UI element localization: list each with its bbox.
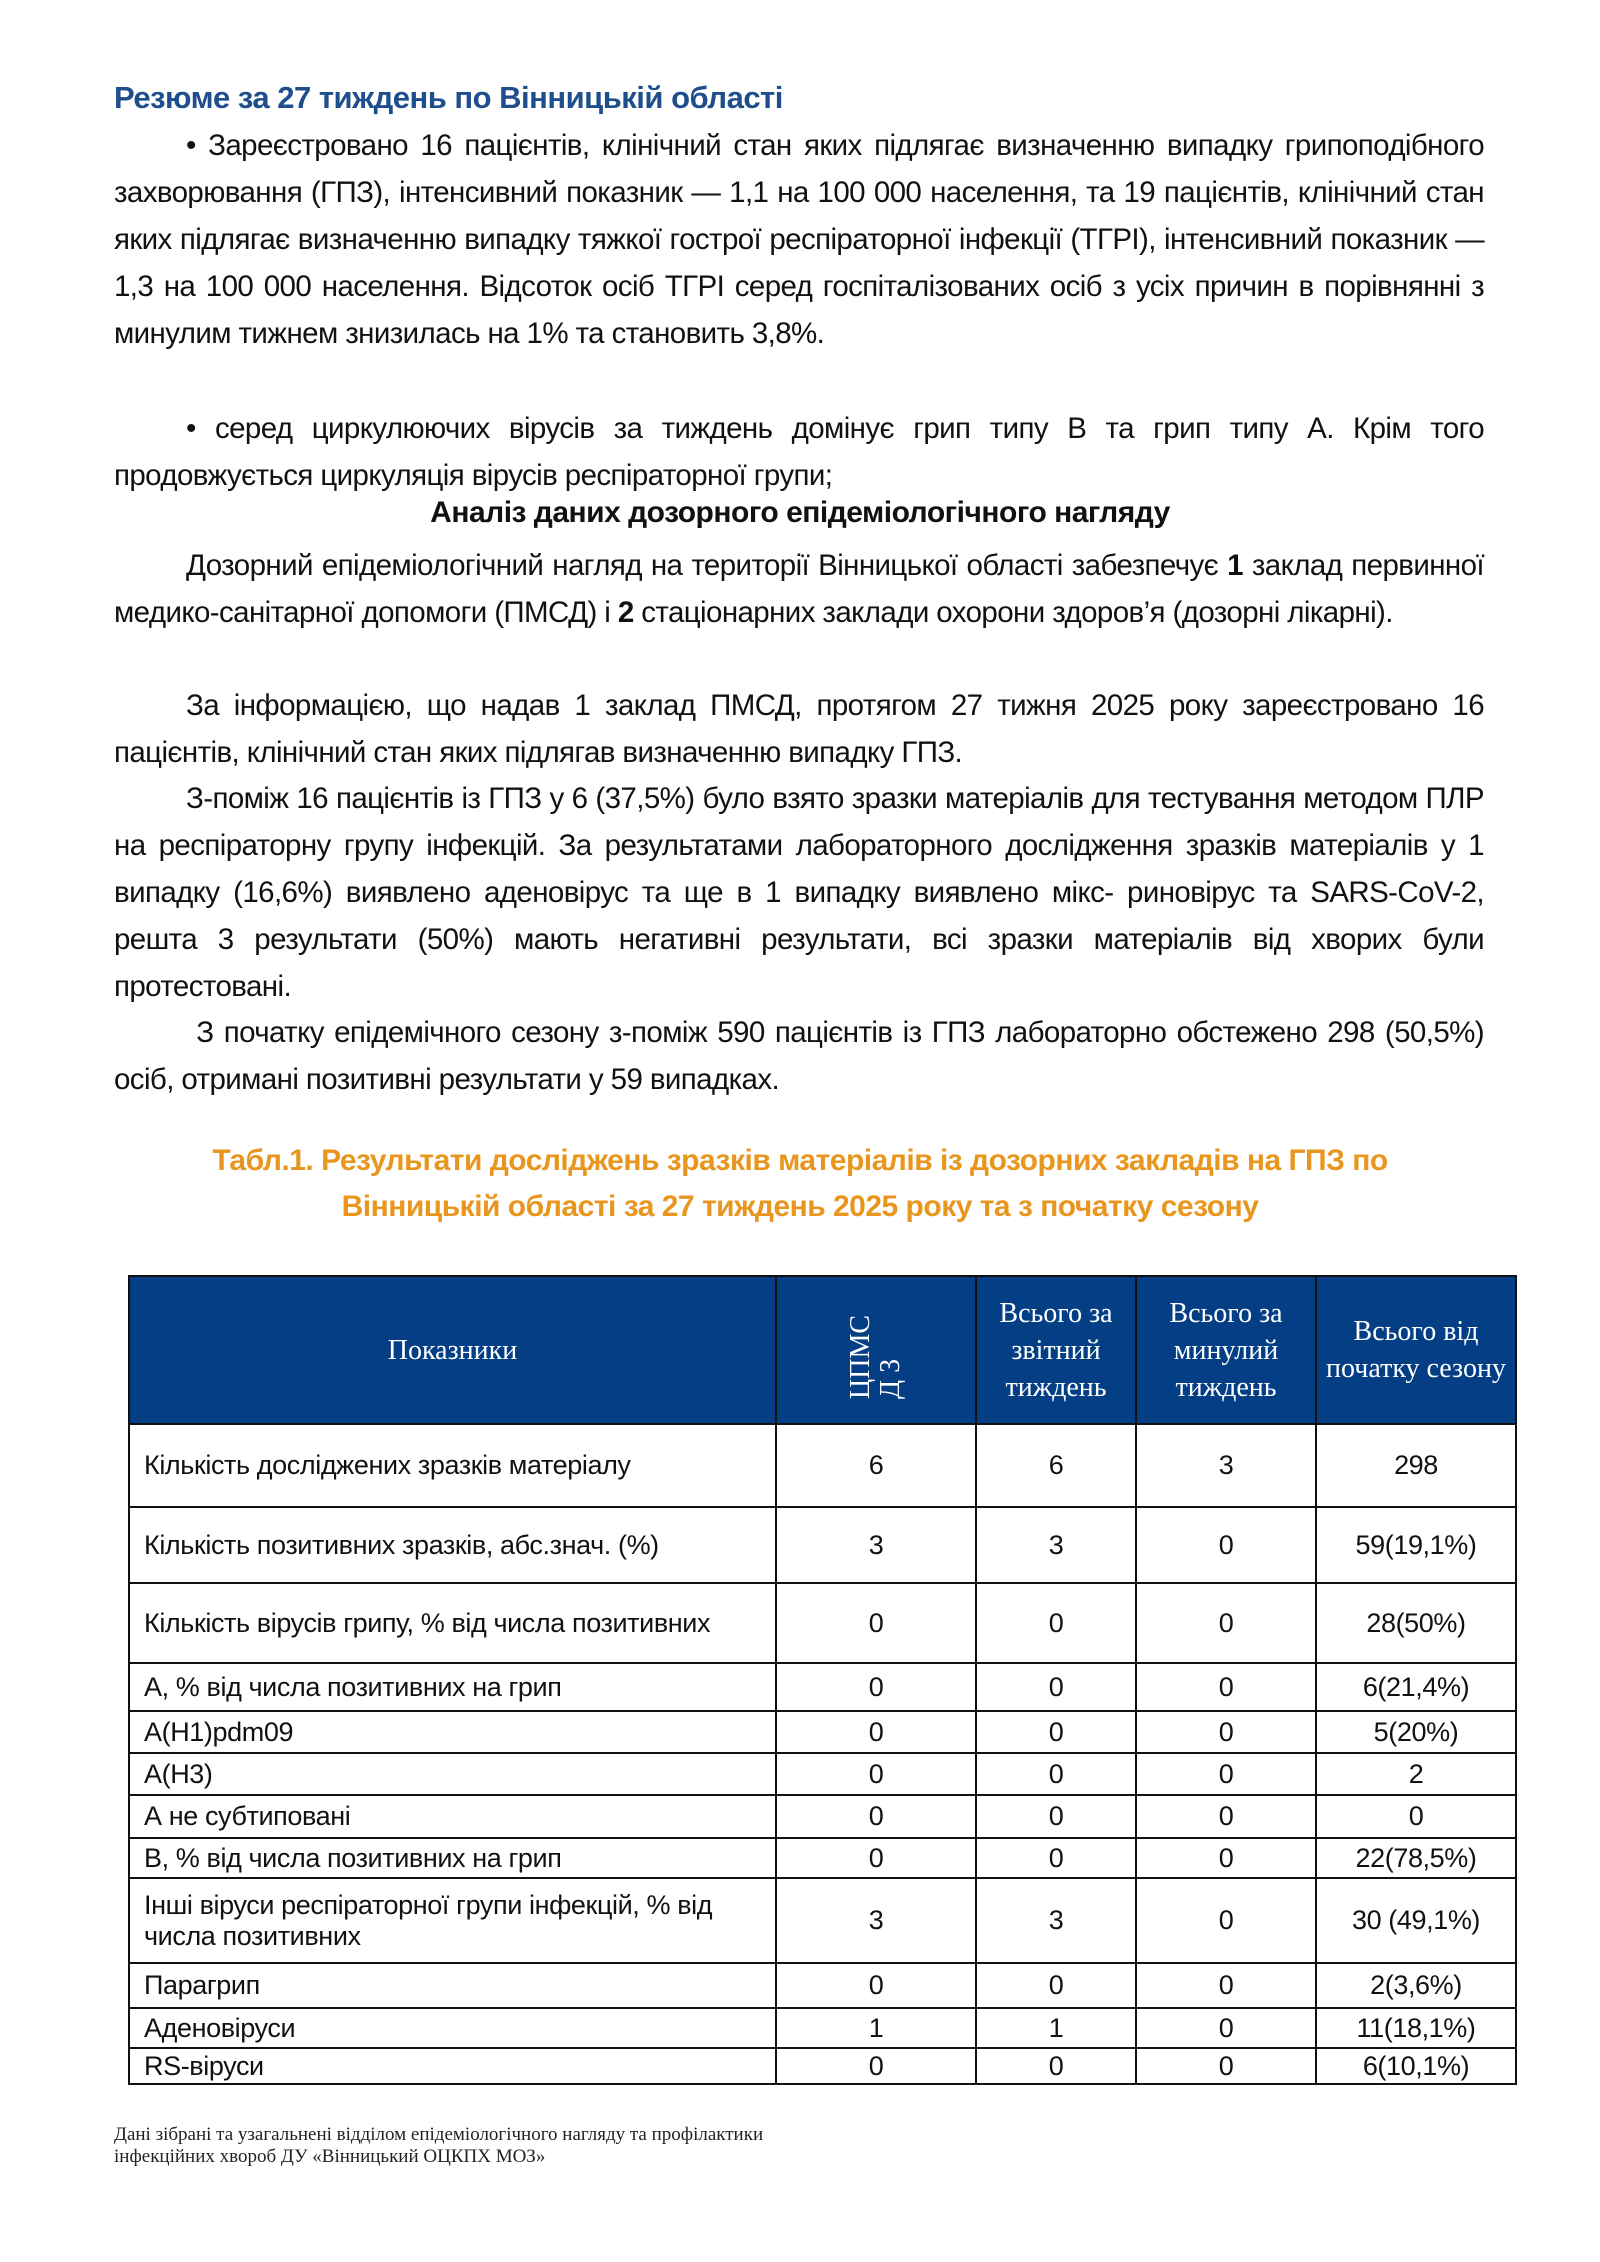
header-reporting-week: Всього за звітний тиждень bbox=[976, 1276, 1136, 1424]
row-label: Аденовіруси bbox=[129, 2008, 776, 2048]
cell-cpmsd: 0 bbox=[776, 1795, 976, 1838]
analysis-heading: Аналіз даних дозорного епідеміологічного нагляду bbox=[430, 496, 1170, 529]
table-row bbox=[129, 2048, 1516, 2084]
cell-previous-week: 0 bbox=[1136, 2048, 1316, 2084]
summary-title: Резюме за 27 тиждень по Вінницькій області bbox=[114, 80, 783, 115]
cell-reporting-week: 0 bbox=[976, 1753, 1136, 1795]
row-label: А не субтиповані bbox=[129, 1795, 776, 1838]
table-row bbox=[129, 1878, 1516, 1963]
row-label: Кількість досліджених зразків матеріалу bbox=[129, 1424, 776, 1507]
cell-reporting-week: 0 bbox=[976, 1795, 1136, 1838]
cell-reporting-week: 3 bbox=[976, 1878, 1136, 1963]
cell-season-total: 28(50%) bbox=[1316, 1583, 1516, 1663]
cell-season-total: 6(21,4%) bbox=[1316, 1663, 1516, 1711]
cell-previous-week: 0 bbox=[1136, 1963, 1316, 2008]
row-label: В, % від числа позитивних на грип bbox=[129, 1838, 776, 1878]
cell-season-total: 6(10,1%) bbox=[1316, 2048, 1516, 2084]
cell-season-total: 2 bbox=[1316, 1753, 1516, 1795]
table-row bbox=[129, 1963, 1516, 2008]
results-table bbox=[128, 1275, 1517, 2085]
cell-reporting-week: 6 bbox=[976, 1424, 1136, 1507]
row-label: A(H1)pdm09 bbox=[129, 1711, 776, 1753]
cell-reporting-week: 0 bbox=[976, 1838, 1136, 1878]
row-label: А, % від числа позитивних на грип bbox=[129, 1663, 776, 1711]
analysis-paragraph-2: За інформацією, що надав 1 заклад ПМСД, протягом 27 тижня 2025 року зареєстровано 16 пацієнтів, клінічний стан яких підлягав визначенню випадку ГПЗ. bbox=[114, 689, 1484, 769]
cell-reporting-week: 0 bbox=[976, 2048, 1136, 2084]
cell-cpmsd: 3 bbox=[776, 1507, 976, 1583]
cell-cpmsd: 0 bbox=[776, 1963, 976, 2008]
cell-cpmsd: 0 bbox=[776, 2048, 976, 2084]
cell-season-total: 5(20%) bbox=[1316, 1711, 1516, 1753]
table-row bbox=[129, 1424, 1516, 1507]
cell-season-total: 298 bbox=[1316, 1424, 1516, 1507]
row-label: A(H3) bbox=[129, 1753, 776, 1795]
table-row bbox=[129, 1795, 1516, 1838]
row-label: RS-віруси bbox=[129, 2048, 776, 2084]
table-row bbox=[129, 1507, 1516, 1583]
cell-cpmsd: 0 bbox=[776, 1711, 976, 1753]
cell-cpmsd: 1 bbox=[776, 2008, 976, 2048]
cell-cpmsd: 0 bbox=[776, 1838, 976, 1878]
cell-reporting-week: 0 bbox=[976, 1583, 1136, 1663]
cell-previous-week: 0 bbox=[1136, 1878, 1316, 1963]
cell-cpmsd: 0 bbox=[776, 1753, 976, 1795]
footer-note: Дані зібрані та узагальнені відділом епідеміологічного нагляду та профілактики інфекційних хвороб ДУ «Вінницький ОЦКПХ МОЗ» bbox=[114, 2124, 764, 2167]
summary-bullet-2: • серед циркулюючих вірусів за тиждень домінує грип типу В та грип типу А. Крім того продовжується циркуляція вірусів респіраторної групи; bbox=[114, 412, 1484, 492]
header-indicator: Показники bbox=[129, 1276, 776, 1424]
cell-cpmsd: 3 bbox=[776, 1878, 976, 1963]
cell-reporting-week: 1 bbox=[976, 2008, 1136, 2048]
analysis-paragraph-3: З-поміж 16 пацієнтів із ГПЗ у 6 (37,5%) було взято зразки матеріалів для тестування методом ПЛР на респіраторну групу інфекцій. За результатами лабораторного дослідження зразків матеріалів у 1 випадку (16,6%) виявлено аденовірус та ще в 1 випадку виявлено мікс- риновірус та SARS-CoV-2, решта 3 результати (50%) мають негативні результати, всі зразки матеріалів від хворих були протестовані. bbox=[114, 782, 1484, 1003]
table-title: Табл.1. Результати досліджень зразків матеріалів із дозорних закладів на ГПЗ по Вінницькій області за 27 тиждень 2025 року та з початку сезону bbox=[212, 1144, 1388, 1223]
cell-reporting-week: 0 bbox=[976, 1663, 1136, 1711]
table-header-row bbox=[129, 1276, 1516, 1424]
cell-previous-week: 0 bbox=[1136, 1753, 1316, 1795]
header-season-total: Всього від початку сезону bbox=[1316, 1276, 1516, 1424]
cell-season-total: 11(18,1%) bbox=[1316, 2008, 1516, 2048]
cell-reporting-week: 0 bbox=[976, 1711, 1136, 1753]
row-label: Парагрип bbox=[129, 1963, 776, 2008]
row-label: Кількість вірусів грипу, % від числа позитивних bbox=[129, 1583, 776, 1663]
cell-previous-week: 0 bbox=[1136, 1507, 1316, 1583]
analysis-paragraph-4: З початку епідемічного сезону з-поміж 590 пацієнтів із ГПЗ лабораторно обстежено 298 (50,5%) осіб, отримані позитивні результати у 59 випадках. bbox=[114, 1016, 1484, 1096]
cell-previous-week: 0 bbox=[1136, 1663, 1316, 1711]
cell-previous-week: 0 bbox=[1136, 1795, 1316, 1838]
cell-season-total: 2(3,6%) bbox=[1316, 1963, 1516, 2008]
table-row bbox=[129, 1838, 1516, 1878]
table-row bbox=[129, 1583, 1516, 1663]
header-cpmsd: ЦПМС Д 3 bbox=[776, 1276, 976, 1424]
cell-reporting-week: 0 bbox=[976, 1963, 1136, 2008]
summary-bullet-1: • Зареєстровано 16 пацієнтів, клінічний стан яких підлягає визначенню випадку грипоподібного захворювання (ГПЗ), інтенсивний показник — 1,1 на 100 000 населення, та 19 пацієнтів, клінічний стан яких підлягає визначенню випадку тяжкої гострої респіраторної інфекції (ТГРІ), інтенсивний показник — 1,3 на 100 000 населення. Відсоток осіб ТГРІ серед госпіталізованих осіб з усіх причин в порівнянні з минулим тижнем знизилась на 1% та становить 3,8%. bbox=[114, 129, 1484, 350]
row-label: Кількість позитивних зразків, абс.знач. (%) bbox=[129, 1507, 776, 1583]
cell-cpmsd: 0 bbox=[776, 1663, 976, 1711]
cell-previous-week: 3 bbox=[1136, 1424, 1316, 1507]
table-row bbox=[129, 1753, 1516, 1795]
analysis-paragraph-1: Дозорний епідеміологічний нагляд на території Вінницької області забезпечує 1 заклад первинної медико-санітарної допомоги (ПМСД) і 2 стаціонарних заклади охорони здоров’я (дозорні лікарні). bbox=[114, 549, 1484, 629]
cell-reporting-week: 3 bbox=[976, 1507, 1136, 1583]
table-row bbox=[129, 1663, 1516, 1711]
cell-previous-week: 0 bbox=[1136, 2008, 1316, 2048]
table-row bbox=[129, 2008, 1516, 2048]
cell-season-total: 0 bbox=[1316, 1795, 1516, 1838]
cell-cpmsd: 0 bbox=[776, 1583, 976, 1663]
header-previous-week: Всього за минулий тиждень bbox=[1136, 1276, 1316, 1424]
row-label: Інші віруси респіраторної групи інфекцій, % від числа позитивних bbox=[129, 1878, 776, 1963]
cell-season-total: 59(19,1%) bbox=[1316, 1507, 1516, 1583]
cell-previous-week: 0 bbox=[1136, 1583, 1316, 1663]
table-row bbox=[129, 1711, 1516, 1753]
cell-season-total: 30 (49,1%) bbox=[1316, 1878, 1516, 1963]
cell-previous-week: 0 bbox=[1136, 1711, 1316, 1753]
cell-cpmsd: 6 bbox=[776, 1424, 976, 1507]
cell-season-total: 22(78,5%) bbox=[1316, 1838, 1516, 1878]
cell-previous-week: 0 bbox=[1136, 1838, 1316, 1878]
